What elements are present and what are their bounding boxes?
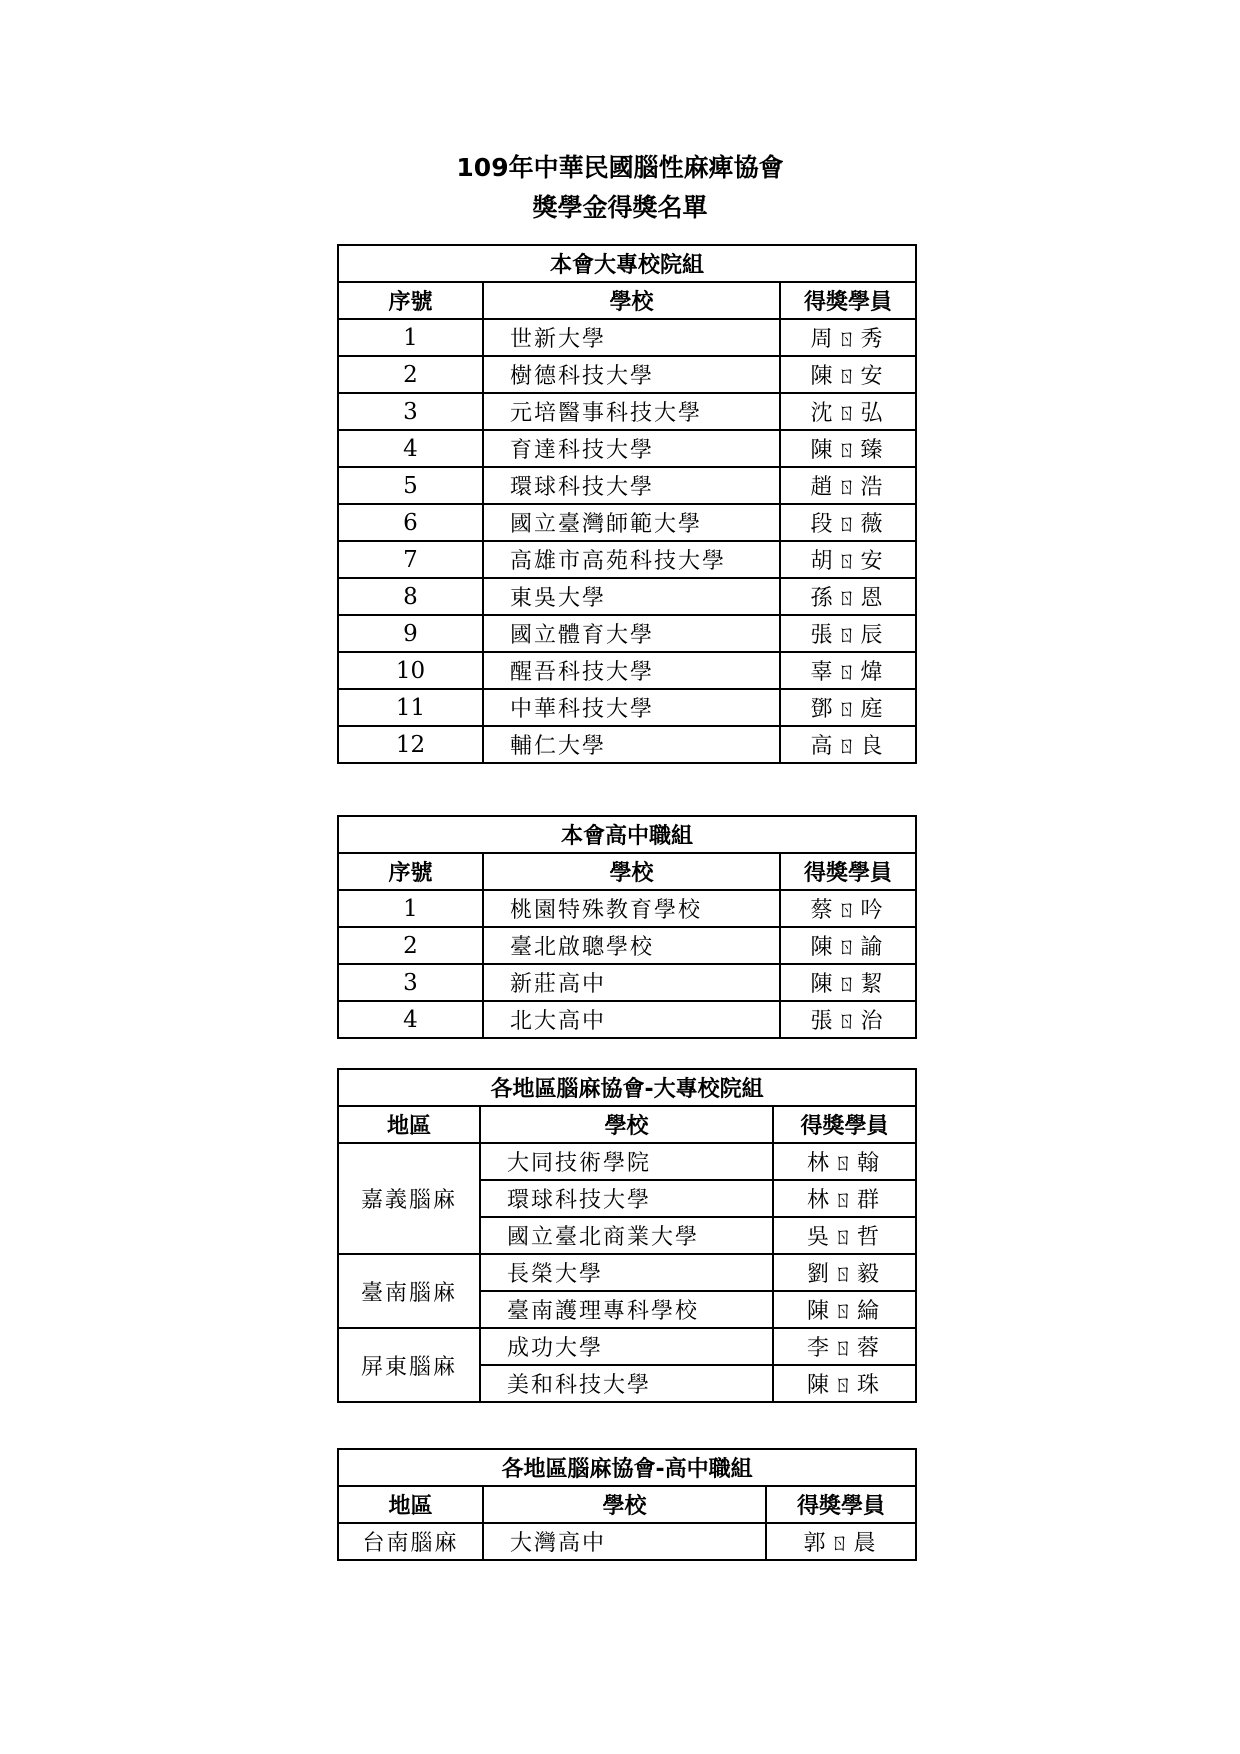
table-row (338, 689, 916, 726)
school-name: 環球科技大學 (480, 1180, 773, 1217)
school-name: 國立臺北商業大學 (480, 1217, 773, 1254)
school-name: 環球科技大學 (483, 467, 780, 504)
table-row (338, 1254, 916, 1291)
region-name: 台南腦麻 (338, 1523, 483, 1560)
table-header-row (338, 1486, 916, 1523)
row-number: 7 (338, 541, 483, 578)
awardee-name: 高ㄖ良 (780, 726, 916, 763)
column-header-region: 地區 (338, 1106, 480, 1143)
table-row (338, 615, 916, 652)
table-header-row (338, 282, 916, 319)
table-header-row (338, 853, 916, 890)
high-school-group-table (337, 815, 917, 1039)
row-number: 3 (338, 964, 483, 1001)
school-name: 樹德科技大學 (483, 356, 780, 393)
table-caption: 各地區腦麻協會-大專校院組 (338, 1069, 916, 1106)
school-name: 醒吾科技大學 (483, 652, 780, 689)
table-caption-row (338, 1449, 916, 1486)
awardee-name: 沈ㄖ弘 (780, 393, 916, 430)
school-name: 臺南護理專科學校 (480, 1291, 773, 1328)
awardee-name: 辜ㄖ煒 (780, 652, 916, 689)
school-name: 東吳大學 (483, 578, 780, 615)
awardee-name: 陳ㄖ綸 (773, 1291, 916, 1328)
awardee-name: 張ㄖ治 (780, 1001, 916, 1038)
school-name: 臺北啟聰學校 (483, 927, 780, 964)
table-row (338, 578, 916, 615)
row-number: 5 (338, 467, 483, 504)
awardee-name: 張ㄖ辰 (780, 615, 916, 652)
table-row (338, 1143, 916, 1180)
column-header-awardee: 得獎學員 (773, 1106, 916, 1143)
column-header-awardee: 得獎學員 (780, 282, 916, 319)
column-header-awardee: 得獎學員 (766, 1486, 916, 1523)
row-number: 3 (338, 393, 483, 430)
column-header-region: 地區 (338, 1486, 483, 1523)
school-name: 高雄市高苑科技大學 (483, 541, 780, 578)
regional-university-group-table (337, 1068, 917, 1403)
awardee-name: 吳ㄖ哲 (773, 1217, 916, 1254)
table-caption-row (338, 245, 916, 282)
column-header-awardee: 得獎學員 (780, 853, 916, 890)
row-number: 1 (338, 890, 483, 927)
region-name: 臺南腦麻 (338, 1254, 480, 1328)
awardee-name: 陳ㄖ臻 (780, 430, 916, 467)
awardee-name: 周ㄖ秀 (780, 319, 916, 356)
column-header-school: 學校 (483, 282, 780, 319)
awardee-name: 蔡ㄖ吟 (780, 890, 916, 927)
table-row (338, 726, 916, 763)
school-name: 大同技術學院 (480, 1143, 773, 1180)
table-caption-row (338, 1069, 916, 1106)
table-row (338, 467, 916, 504)
row-number: 2 (338, 927, 483, 964)
table-caption: 各地區腦麻協會-高中職組 (338, 1449, 916, 1486)
column-header-number: 序號 (338, 282, 483, 319)
awardee-name: 林ㄖ群 (773, 1180, 916, 1217)
region-name: 屏東腦麻 (338, 1328, 480, 1402)
awardee-name: 陳ㄖ諭 (780, 927, 916, 964)
row-number: 2 (338, 356, 483, 393)
school-name: 國立臺灣師範大學 (483, 504, 780, 541)
school-name: 長榮大學 (480, 1254, 773, 1291)
table-row (338, 504, 916, 541)
row-number: 1 (338, 319, 483, 356)
table-row (338, 356, 916, 393)
table-caption: 本會高中職組 (338, 816, 916, 853)
awardee-name: 陳ㄖ安 (780, 356, 916, 393)
table-row (338, 1328, 916, 1365)
university-group-table (337, 244, 917, 764)
table-row (338, 964, 916, 1001)
row-number: 10 (338, 652, 483, 689)
row-number: 9 (338, 615, 483, 652)
awardee-name: 趙ㄖ浩 (780, 467, 916, 504)
region-name: 嘉義腦麻 (338, 1143, 480, 1254)
awardee-name: 段ㄖ薇 (780, 504, 916, 541)
school-name: 北大高中 (483, 1001, 780, 1038)
column-header-number: 序號 (338, 853, 483, 890)
awardee-name: 陳ㄖ珠 (773, 1365, 916, 1402)
school-name: 世新大學 (483, 319, 780, 356)
school-name: 輔仁大學 (483, 726, 780, 763)
awardee-name: 孫ㄖ恩 (780, 578, 916, 615)
school-name: 國立體育大學 (483, 615, 780, 652)
page-subtitle: 獎學金得獎名單 (532, 193, 708, 222)
school-name: 美和科技大學 (480, 1365, 773, 1402)
school-name: 中華科技大學 (483, 689, 780, 726)
row-number: 8 (338, 578, 483, 615)
regional-high-school-group-table (337, 1448, 917, 1561)
row-number: 4 (338, 430, 483, 467)
school-name: 桃園特殊教育學校 (483, 890, 780, 927)
row-number: 12 (338, 726, 483, 763)
table-row (338, 1001, 916, 1038)
table-caption: 本會大專校院組 (338, 245, 916, 282)
school-name: 成功大學 (480, 1328, 773, 1365)
table-row (338, 927, 916, 964)
page-title: 109年中華民國腦性麻痺協會 (456, 153, 784, 182)
row-number: 6 (338, 504, 483, 541)
table-row (338, 1523, 916, 1560)
column-header-school: 學校 (480, 1106, 773, 1143)
awardee-name: 李ㄖ蓉 (773, 1328, 916, 1365)
table-row (338, 393, 916, 430)
school-name: 大灣高中 (483, 1523, 766, 1560)
table-row (338, 541, 916, 578)
school-name: 育達科技大學 (483, 430, 780, 467)
column-header-school: 學校 (483, 1486, 766, 1523)
awardee-name: 林ㄖ翰 (773, 1143, 916, 1180)
row-number: 4 (338, 1001, 483, 1038)
table-header-row (338, 1106, 916, 1143)
awardee-name: 陳ㄖ絜 (780, 964, 916, 1001)
table-row (338, 319, 916, 356)
table-caption-row (338, 816, 916, 853)
awardee-name: 郭ㄖ晨 (766, 1523, 916, 1560)
row-number: 11 (338, 689, 483, 726)
table-row (338, 430, 916, 467)
school-name: 元培醫事科技大學 (483, 393, 780, 430)
awardee-name: 劉ㄖ毅 (773, 1254, 916, 1291)
school-name: 新莊高中 (483, 964, 780, 1001)
column-header-school: 學校 (483, 853, 780, 890)
table-row (338, 652, 916, 689)
awardee-name: 鄧ㄖ庭 (780, 689, 916, 726)
awardee-name: 胡ㄖ安 (780, 541, 916, 578)
table-row (338, 890, 916, 927)
